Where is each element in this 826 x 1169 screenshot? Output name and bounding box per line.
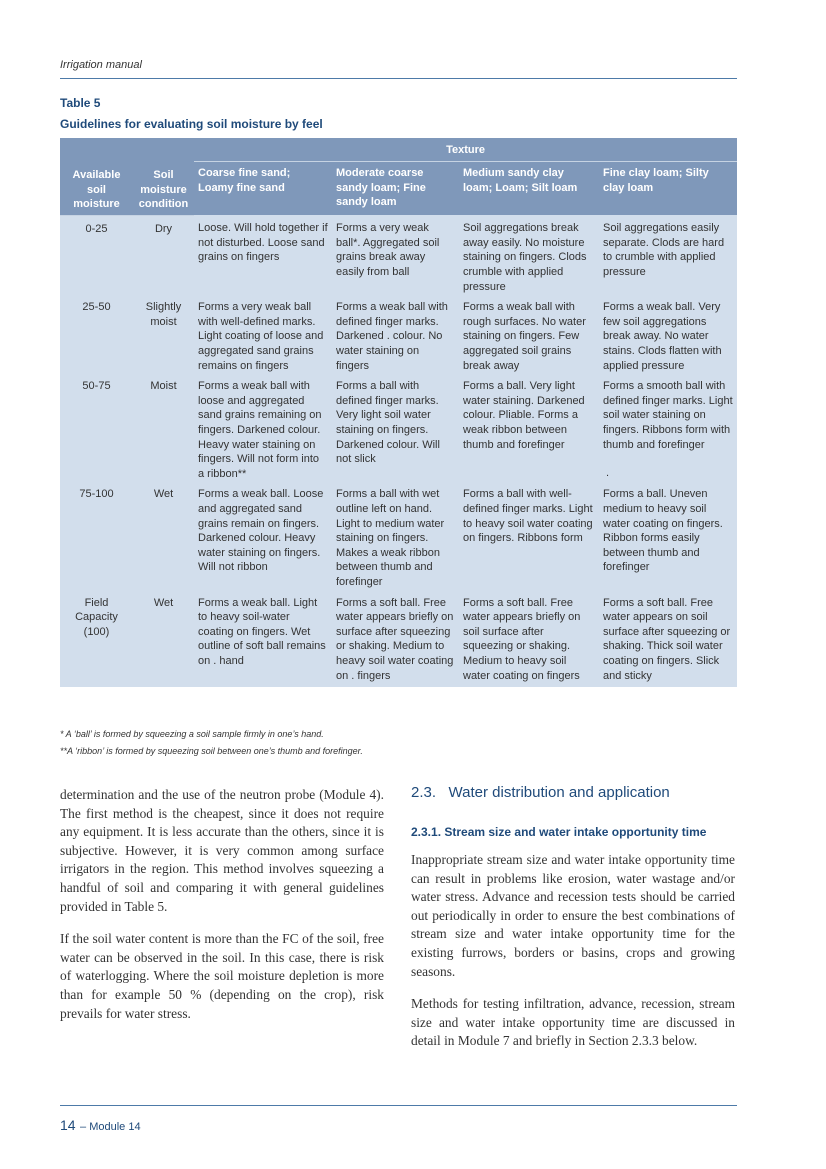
cell-fine: Forms a soft ball. Free water appears on soil surface after squeezing or shaking. Thick soil water coating on fingers. Slick and sticky [599, 594, 737, 688]
cell-condition: Wet [133, 485, 194, 593]
page-footer [60, 1117, 141, 1135]
cell-coarse: Forms a weak ball with loose and aggregated sand grains remaining on fingers. Darkened colour. Heavy water staining on fingers. Will not form into a ribbon** [194, 377, 332, 485]
footer-rule [60, 1105, 737, 1106]
running-header: Irrigation manual [60, 59, 142, 71]
cell-moderate: Forms a ball with defined finger marks. Very light soil water staining on fingers. Darkened colour. Will not slick [332, 377, 459, 485]
page-number: 14 [60, 1117, 76, 1133]
cell-coarse: Loose. Will hold together if not disturbed. Loose sand grains on fingers [194, 215, 332, 298]
cell-moderate: Forms a soft ball. Free water appears briefly on surface after squeezing or shaking. Medium to heavy soil water coating on . fingers [332, 594, 459, 688]
header-available-moisture: Available soil moisture [60, 138, 133, 215]
cell-condition: Slightly moist [133, 298, 194, 377]
cell-moisture: 25-50 [60, 298, 133, 377]
cell-moisture: 75-100 [60, 485, 133, 593]
left-column [60, 786, 384, 1037]
module-label: – Module 14 [80, 1121, 141, 1133]
header-rule [60, 78, 737, 79]
cell-condition: Dry [133, 215, 194, 298]
table-row [60, 594, 737, 688]
cell-medium: Forms a ball with well-defined finger marks. Light to heavy soil water coating on fingers. Ribbons form [459, 485, 599, 593]
cell-medium: Forms a ball. Very light water staining. Darkened colour. Pliable. Forms a weak ribbon between thumb and forefinger [459, 377, 599, 485]
table-title: Guidelines for evaluating soil moisture by feel [60, 117, 323, 131]
cell-fine: Forms a ball. Uneven medium to heavy soil water coating on fingers. Ribbon forms easily between thumb and forefinger [599, 485, 737, 593]
body-paragraph: If the soil water content is more than the FC of the soil, free water can be observed in the soil. In this case, there is risk of waterlogging. Where the soil moisture depletion is more than for example 50 % (depending on the crop), risk prevails for water stress. [60, 931, 384, 1021]
subsection-title: 2.3.1. Stream size and water intake opportunity time [411, 825, 707, 839]
header-coarse-fine-sand: Coarse fine sand; Loamy fine sand [194, 162, 332, 216]
header-fine-clay-loam: Fine clay loam; Silty clay loam [599, 162, 737, 216]
cell-coarse: Forms a weak ball. Loose and aggregated sand grains remain on fingers. Darkened colour. Heavy water staining on fingers. Will not ribbon [194, 485, 332, 593]
cell-moisture: 50-75 [60, 377, 133, 485]
cell-fine: Forms a weak ball. Very few soil aggregations break away. No water stains. Clods flatten with applied pressure [599, 298, 737, 377]
table-row [60, 377, 737, 485]
table-row [60, 485, 737, 593]
footnote-ball: * A ‘ball’ is formed by squeezing a soil sample firmly in one’s hand. [60, 729, 324, 739]
cell-coarse: Forms a weak ball. Light to heavy soil-water coating on fingers. Wet outline of soft ball remains on . hand [194, 594, 332, 688]
cell-coarse: Forms a very weak ball with well-defined marks. Light coating of loose and aggregated sand grains remains on fingers [194, 298, 332, 377]
header-texture-group: Texture [194, 138, 737, 162]
cell-medium: Forms a soft ball. Free water appears briefly on soil surface after squeezing or shaking. Medium to heavy soil water coating on fingers [459, 594, 599, 688]
cell-fine [599, 377, 737, 485]
body-paragraph: determination and the use of the neutron probe (Module 4). The first method is the cheapest, since it does not require any equipment. It is less accurate than the others, since it is subjective. However, it is very common among surface irrigators in the region. This method involves squeezing a handful of soil and comparing it with general guidelines provided in Table 5. [60, 787, 384, 914]
cell-moisture: Field Capacity (100) [60, 594, 133, 688]
cell-condition: Moist [133, 377, 194, 485]
cell-moisture: 0-25 [60, 215, 133, 298]
cell-moderate: Forms a very weak ball*. Aggregated soil grains break away easily from ball [332, 215, 459, 298]
right-column [411, 851, 735, 1065]
body-paragraph: Methods for testing infiltration, advance, recession, stream size and water intake opportunity time are discussed in detail in Module 7 and briefly in Section 2.3.3 below. [411, 996, 735, 1049]
header-medium-sandy-clay-loam: Medium sandy clay loam; Loam; Silt loam [459, 162, 599, 216]
cell-moderate: Forms a weak ball with defined finger marks. Darkened . colour. No water staining on fingers [332, 298, 459, 377]
stray-mark: . [606, 467, 610, 480]
table-row [60, 298, 737, 377]
body-paragraph: Inappropriate stream size and water intake opportunity time can result in problems like erosion, water wastage and/or water stress. Advance and recession tests should be carried out periodically in order to ensure the best combinations of stream size and water intake opportunity time for the existing furrows, borders or basins, crops and growing seasons. [411, 852, 735, 979]
table-label: Table 5 [60, 96, 101, 110]
cell-fine: Soil aggregations easily separate. Clods are hard to crumble with applied pressure [599, 215, 737, 298]
footnote-ribbon: **A ‘ribbon’ is formed by squeezing soil between one’s thumb and forefinger. [60, 746, 363, 756]
header-moisture-condition: Soil moisture condition [133, 138, 194, 215]
table-row [60, 215, 737, 298]
cell-medium: Forms a weak ball with rough surfaces. No water staining on fingers. Few aggregated soil grains break away [459, 298, 599, 377]
cell-condition: Wet [133, 594, 194, 688]
cell-medium: Soil aggregations break away easily. No moisture staining on fingers. Clods crumble with applied pressure [459, 215, 599, 298]
cell-moderate: Forms a ball with wet outline left on hand. Light to medium water staining on fingers. Makes a weak ribbon between thumb and forefinger [332, 485, 459, 593]
cell-fine-text: Forms a smooth ball with defined finger marks. Light soil water staining on fingers. Ribbons form with thumb and forefinger [603, 380, 733, 451]
section-title: 2.3. Water distribution and application [411, 784, 670, 801]
header-moderate-coarse-sandy-loam: Moderate coarse sandy loam; Fine sandy loam [332, 162, 459, 216]
soil-moisture-table [60, 138, 737, 687]
